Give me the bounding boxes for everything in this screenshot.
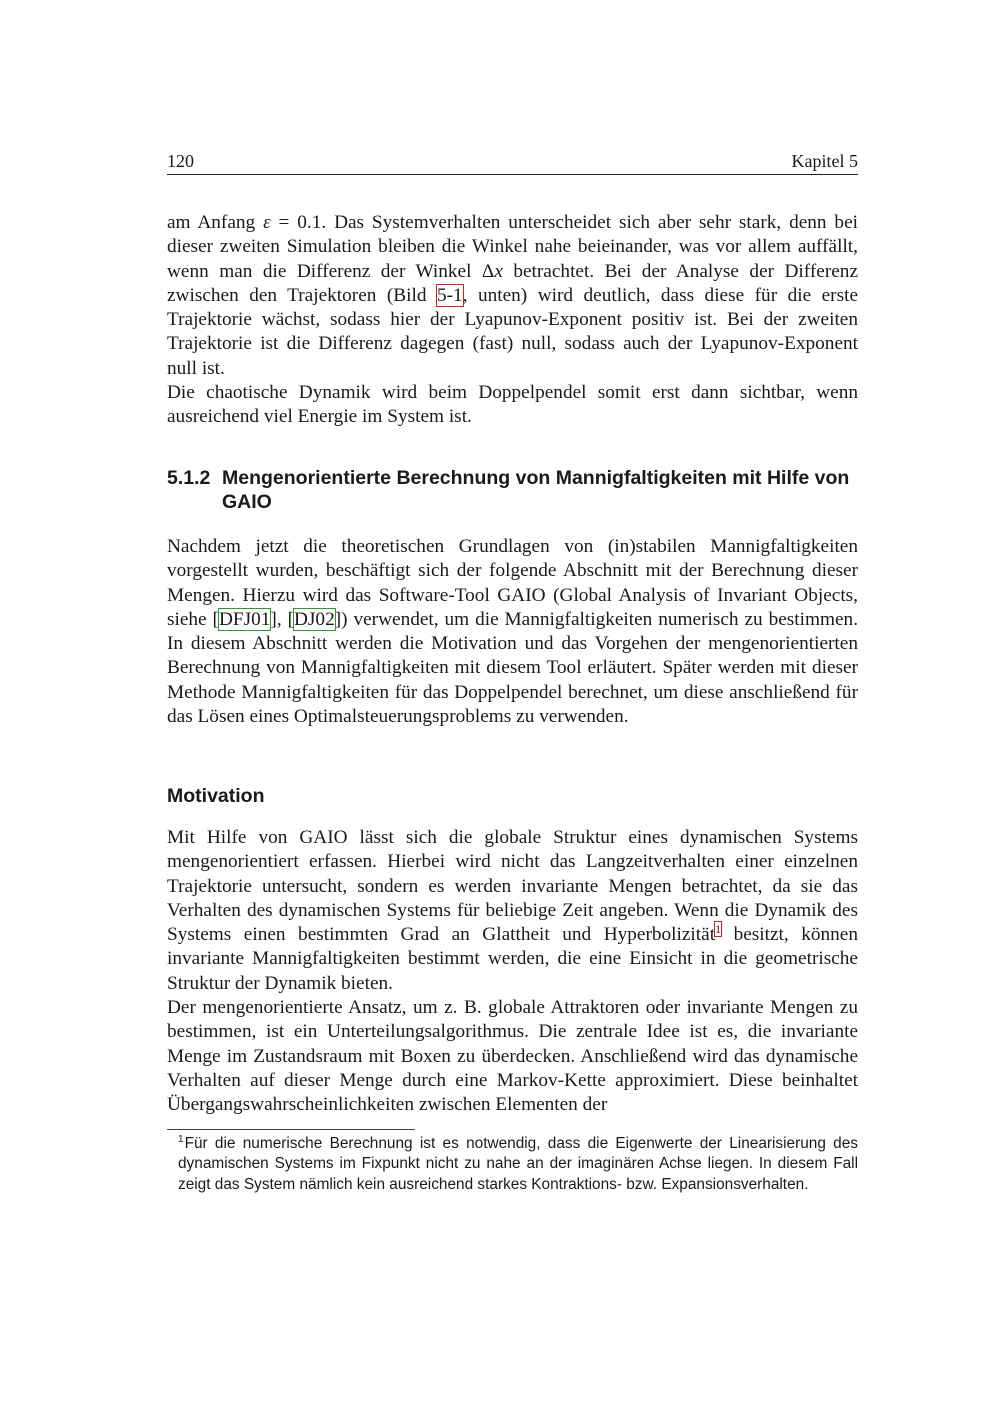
section-number: 5.1.2	[167, 467, 211, 489]
section-paragraph-1: Nachdem jetzt die theoretischen Grundlagen von (in)stabilen Mannigfaltigkeiten vorgestellt wurden, beschäftigt sich der folgende Abschnitt mit der Berechnung dieser Mengen. Hierzu wird das Software-Tool GAIO (Global Analysis of Invariant Objects, siehe [DFJ01], [DJ02]) verwendet, um die Mannigfaltigkeiten numerisch zu bestimmen. In diesem Abschnitt werden die Motivation und das Vorgehen der mengenorientierten Berechnung von Mannigfaltigkeiten mit diesem Tool erläutert. Später werden mit dieser Methode Mannigfaltigkeiten für das Doppelpendel berechnet, um diese anschließend für das Lösen eines Optimalsteuerungsproblems zu verwenden.	[167, 536, 859, 728]
citation-dfj01-link[interactable]: DFJ01	[218, 608, 271, 630]
section-heading	[167, 466, 858, 514]
footnote-rule	[167, 1129, 415, 1130]
section-title: Mengenorientierte Berechnung von Mannigfaltigkeiten mit Hilfe von GAIO	[222, 467, 850, 513]
intro-block	[167, 211, 858, 430]
chapter-label: Kapitel 5	[791, 151, 858, 171]
intro-paragraph-2: Die chaotische Dynamik wird beim Doppelpendel somit erst dann sichtbar, wenn ausreichend viel Energie im System ist.	[167, 382, 858, 428]
footnote-number: 1	[178, 1133, 184, 1145]
section-block	[167, 535, 858, 729]
motivation-heading: Motivation	[167, 785, 265, 807]
footnote	[178, 1134, 858, 1195]
running-header	[167, 150, 858, 175]
intro-paragraph-1: am Anfang ε = 0.1. Das Systemverhalten unterscheidet sich aber sehr stark, denn bei dieser zweiten Simulation bleiben die Winkel nahe beieinander, was vor allem auffällt, wenn man die Differenz der Winkel Δx betrachtet. Bei der Analyse der Differenz zwischen den Trajektoren (Bild 5-1, unten) wird deutlich, dass diese für die erste Trajektorie wächst, sodass hier der Lyapunov-Exponent positiv ist. Bei der zweiten Trajektorie ist die Differenz dagegen (fast) null, sodass auch der Lyapunov-Exponent null ist.	[167, 212, 859, 379]
motivation-paragraph-1: Mit Hilfe von GAIO lässt sich die globale Struktur eines dynamischen Systems mengenorientiert erfassen. Hierbei wird nicht das Langzeitverhalten einer einzelnen Trajektorie untersucht, sondern es werden invariante Mengen betrachtet, da sie das Verhalten des dynamischen Systems für beliebige Zeit angeben. Wenn die Dynamik des Systems einen bestimmten Grad an Glattheit und Hyperbolizität$^1$ besitzt, können invariante Mannigfaltigkeiten bestimmt werden, die eine Einsicht in die geometrische Struktur der Dynamik bieten.	[167, 827, 858, 994]
motivation-paragraph-2: Der mengenorientierte Ansatz, um z. B. globale Attraktoren oder invariante Mengen zu bestimmen, ist ein Unterteilungsalgorithmus. Die zentrale Idee ist es, die invariante Menge im Zustandsraum mit Boxen zu überdecken. Anschließend wird das dynamische Verhalten auf dieser Menge durch eine Markov-Kette approximiert. Diese beinhaltet Übergangswahrscheinlichkeiten zwischen Elementen der	[167, 997, 858, 1116]
page-number: 120	[167, 151, 194, 171]
citation-dj02-link[interactable]: DJ02	[294, 608, 335, 630]
footnote-marker-link[interactable]: 1	[715, 921, 722, 936]
footnote-text: Für die numerische Berechnung ist es notwendig, dass die Eigenwerte der Linearisierung des dynamischen Systems im Fixpunkt nicht zu nahe an der imaginären Achse liegen. In diesem Fall zeigt das System nämlich kein ausreichend starkes Kontraktions- bzw. Expansionsverhalten.	[178, 1135, 858, 1193]
motivation-block	[167, 826, 858, 1118]
figure-ref-link[interactable]: 5-1	[436, 284, 463, 306]
